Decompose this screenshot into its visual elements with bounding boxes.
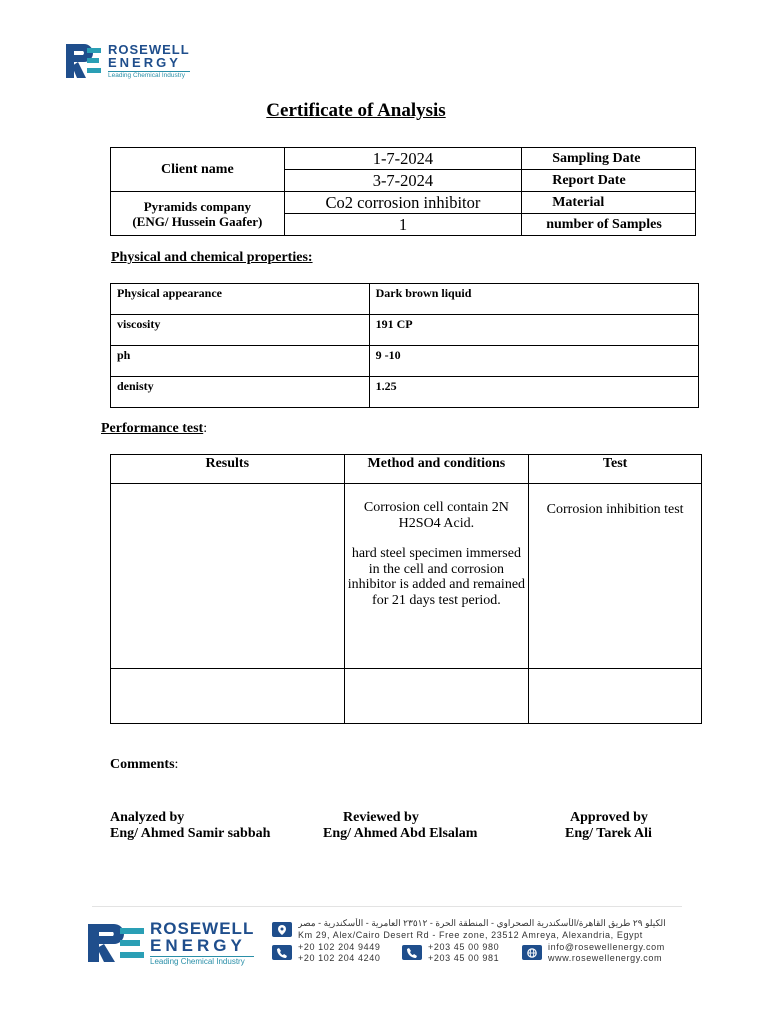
property-name: Physical appearance [111, 284, 370, 315]
test-cell: Corrosion inhibition test [529, 484, 702, 669]
material-label: Material [522, 192, 696, 214]
performance-table [110, 454, 702, 724]
location-icon [272, 922, 292, 937]
table-row [111, 346, 699, 377]
table-row [111, 377, 699, 408]
table-row [111, 669, 702, 724]
property-value: 1.25 [369, 377, 698, 408]
table-row [111, 315, 699, 346]
brand-name-line2: ENERGY [108, 54, 181, 70]
footer-brand-line2: ENERGY [150, 936, 246, 955]
footer-website[interactable]: www.rosewellenergy.com [548, 953, 663, 963]
analyzed-by-block [110, 810, 270, 842]
footer-divider [92, 906, 682, 907]
client-info-table [110, 147, 696, 236]
phone-icon [402, 945, 422, 960]
signature-role: Reviewed by [343, 810, 419, 825]
physical-heading: Physical and chemical properties: [111, 250, 313, 265]
globe-icon [522, 945, 542, 960]
property-value: 9 -10 [369, 346, 698, 377]
column-header-method: Method and conditions [344, 455, 529, 484]
empty-cell [344, 669, 529, 724]
footer-phone-2: +20 102 204 4240 [298, 953, 381, 963]
rosewell-logo-icon [66, 42, 102, 80]
column-header-results: Results [111, 455, 345, 484]
sampling-date-value: 1-7-2024 [284, 148, 522, 170]
client-name-label: Client name [111, 148, 285, 192]
footer-logo [88, 920, 254, 966]
signature-role: Analyzed by [110, 810, 185, 825]
footer-email[interactable]: info@rosewellenergy.com [548, 942, 665, 952]
footer-phone-1: +20 102 204 9449 [298, 942, 381, 952]
page-title: Certificate of Analysis [266, 100, 446, 121]
footer-address-arabic: الكيلو ٢٩ طريق القاهرة/الأسكندرية الصحراوي - المنطقة الحرة - ٢٣٥١٢ العامرية - الأسكندرية - مصر [298, 918, 666, 928]
column-header-test: Test [529, 455, 702, 484]
properties-table [110, 283, 699, 408]
performance-heading: Performance test: [101, 421, 208, 436]
footer-phone-3: +203 45 00 980 [428, 942, 500, 952]
property-value: 191 CP [369, 315, 698, 346]
footer-brand-line1: ROSEWELL [150, 919, 255, 938]
property-value: Dark brown liquid [369, 284, 698, 315]
signature-name: Eng/ Ahmed Abd Elsalam [323, 826, 478, 841]
sampling-date-label: Sampling Date [522, 148, 696, 170]
footer-tagline: Leading Chemical Industry [150, 956, 254, 966]
empty-cell [111, 669, 345, 724]
reviewed-by-block [323, 810, 477, 842]
client-contact: (ENG/ Hussein Gaafer) [132, 213, 263, 229]
material-value: Co2 corrosion inhibitor [284, 192, 522, 214]
samples-value: 1 [284, 214, 522, 236]
table-row [111, 484, 702, 669]
signature-name: Eng/ Ahmed Samir sabbah [110, 826, 271, 841]
company-logo [66, 42, 190, 80]
comments-label: Comments: [110, 757, 179, 772]
property-name: ph [111, 346, 370, 377]
report-date-label: Report Date [522, 170, 696, 192]
samples-label: number of Samples [522, 214, 696, 236]
empty-cell [529, 669, 702, 724]
property-name: denisty [111, 377, 370, 408]
report-date-value: 3-7-2024 [284, 170, 522, 192]
signature-role: Approved by [570, 810, 648, 825]
client-name-value [111, 192, 285, 236]
rosewell-logo-icon [88, 922, 146, 964]
table-row [111, 284, 699, 315]
approved-by-block [565, 810, 652, 842]
phone-icon [272, 945, 292, 960]
footer-address-english: Km 29, Alex/Cairo Desert Rd - Free zone, 23512 Amreya, Alexandria, Egypt [298, 930, 643, 940]
client-company: Pyramids company [143, 198, 251, 214]
brand-name-line1: ROSEWELL [108, 41, 190, 57]
signature-name: Eng/ Tarek Ali [565, 826, 652, 841]
footer-phone-4: +203 45 00 981 [428, 953, 500, 963]
property-name: viscosity [111, 315, 370, 346]
results-cell [111, 484, 345, 669]
brand-tagline: Leading Chemical Industry [108, 71, 190, 80]
method-cell: Corrosion cell contain 2N H2SO4 Acid. hard steel specimen immersed in the cell and corrosion inhibitor is added and remained for 21 days test period. [344, 484, 529, 669]
